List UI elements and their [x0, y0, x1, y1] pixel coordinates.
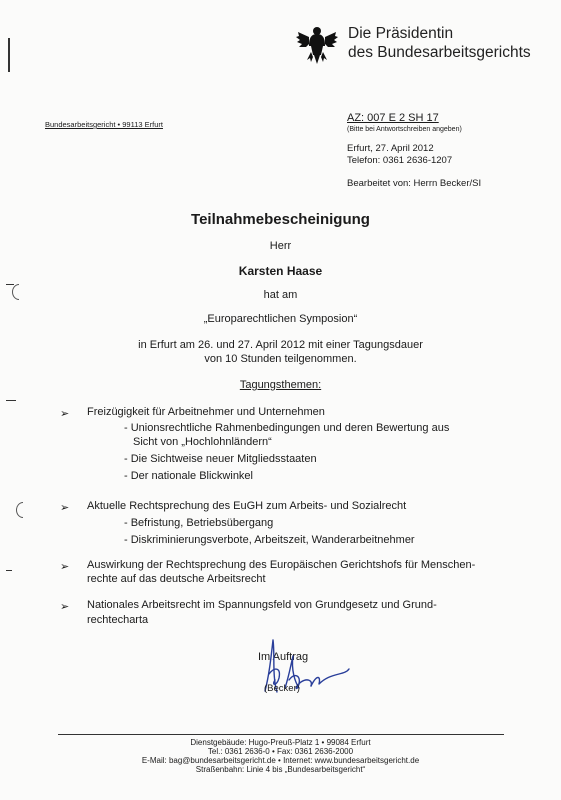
file-reference: AZ: 007 E 2 SH 17	[347, 112, 439, 124]
im-auftrag-text: Im Auftrag	[258, 651, 309, 663]
phone: Telefon: 0361 2636-1207	[347, 155, 453, 166]
salutation: Herr	[269, 240, 292, 252]
fold-mark	[6, 284, 14, 285]
fold-mark	[6, 400, 16, 401]
place-date: Erfurt, 27. April 2012	[347, 143, 434, 154]
topic-subitem: - Der nationale Blickwinkel	[124, 470, 253, 482]
event-name: „Europarechtlichen Symposion“	[203, 313, 358, 325]
participant-name: Karsten Haase	[238, 264, 323, 278]
federal-eagle-icon	[296, 22, 338, 66]
topic-title-line1: Auswirkung der Rechtsprechung des Europäischen Gerichtshofs für Menschen-	[87, 559, 476, 571]
hat-am-text: hat am	[263, 289, 298, 301]
topic-title-line2: rechte auf das deutsche Arbeitsrecht	[87, 573, 266, 585]
topic-title-line1: Nationales Arbeitsrecht im Spannungsfeld von Grundgesetz und Grund-	[87, 599, 437, 611]
event-detail-line2: von 10 Stunden teilgenommen.	[204, 353, 357, 365]
event-detail-line1: in Erfurt am 26. und 27. April 2012 mit einer Tagungsdauer	[138, 339, 423, 351]
institution-name-line2: des Bundesarbeitsgerichts	[348, 44, 531, 61]
topic-subitem: - Diskriminierungsverbote, Arbeitszeit, Wanderarbeitnehmer	[124, 534, 415, 546]
footer-email-web: E-Mail: bag@bundesarbeitsgericht.de • Internet: www.bundesarbeitsgericht.de	[141, 756, 420, 765]
file-reference-note: (Bitte bei Antwortschreiben angeben)	[347, 126, 462, 133]
footer-tram: Straßenbahn: Linie 4 bis „Bundesarbeitsgericht“	[195, 765, 366, 774]
punch-hole	[16, 502, 30, 518]
bullet-arrow-icon: ➢	[60, 601, 70, 613]
processed-by: Bearbeitet von: Herrn Becker/SI	[347, 178, 482, 189]
signatory-name: (Becker)	[264, 683, 300, 694]
bullet-arrow-icon: ➢	[60, 502, 70, 514]
footer-phone-fax: Tel.: 0361 2636-0 • Fax: 0361 2636-2000	[207, 747, 354, 756]
topic-title-line2: rechtecharta	[87, 614, 149, 626]
document-title: Teilnahmebescheinigung	[191, 211, 370, 228]
bullet-arrow-icon: ➢	[60, 561, 70, 573]
institution-name-line1: Die Präsidentin	[348, 25, 454, 42]
topic-subitem: - Unionsrechtliche Rahmenbedingungen und deren Bewertung aus	[124, 422, 450, 434]
topic-subitem: Sicht von „Hochlohnländern“	[133, 436, 272, 448]
bullet-arrow-icon: ➢	[60, 408, 70, 420]
topic-subitem: - Die Sichtweise neuer Mitgliedsstaaten	[124, 453, 317, 465]
footer-divider	[58, 734, 504, 735]
topic-subitem: - Befristung, Betriebsübergang	[124, 517, 274, 529]
themes-heading: Tagungsthemen:	[239, 379, 322, 391]
sender-line: Bundesarbeitsgericht • 99113 Erfurt	[45, 120, 163, 129]
fold-mark	[6, 570, 12, 571]
footer-address: Dienstgebäude: Hugo-Preuß-Platz 1 • 99084 Erfurt	[190, 738, 371, 747]
topic-title: Aktuelle Rechtsprechung des EuGH zum Arbeits- und Sozialrecht	[87, 500, 407, 512]
margin-line	[8, 38, 10, 72]
topic-title: Freizügigkeit für Arbeitnehmer und Unternehmen	[87, 406, 325, 418]
